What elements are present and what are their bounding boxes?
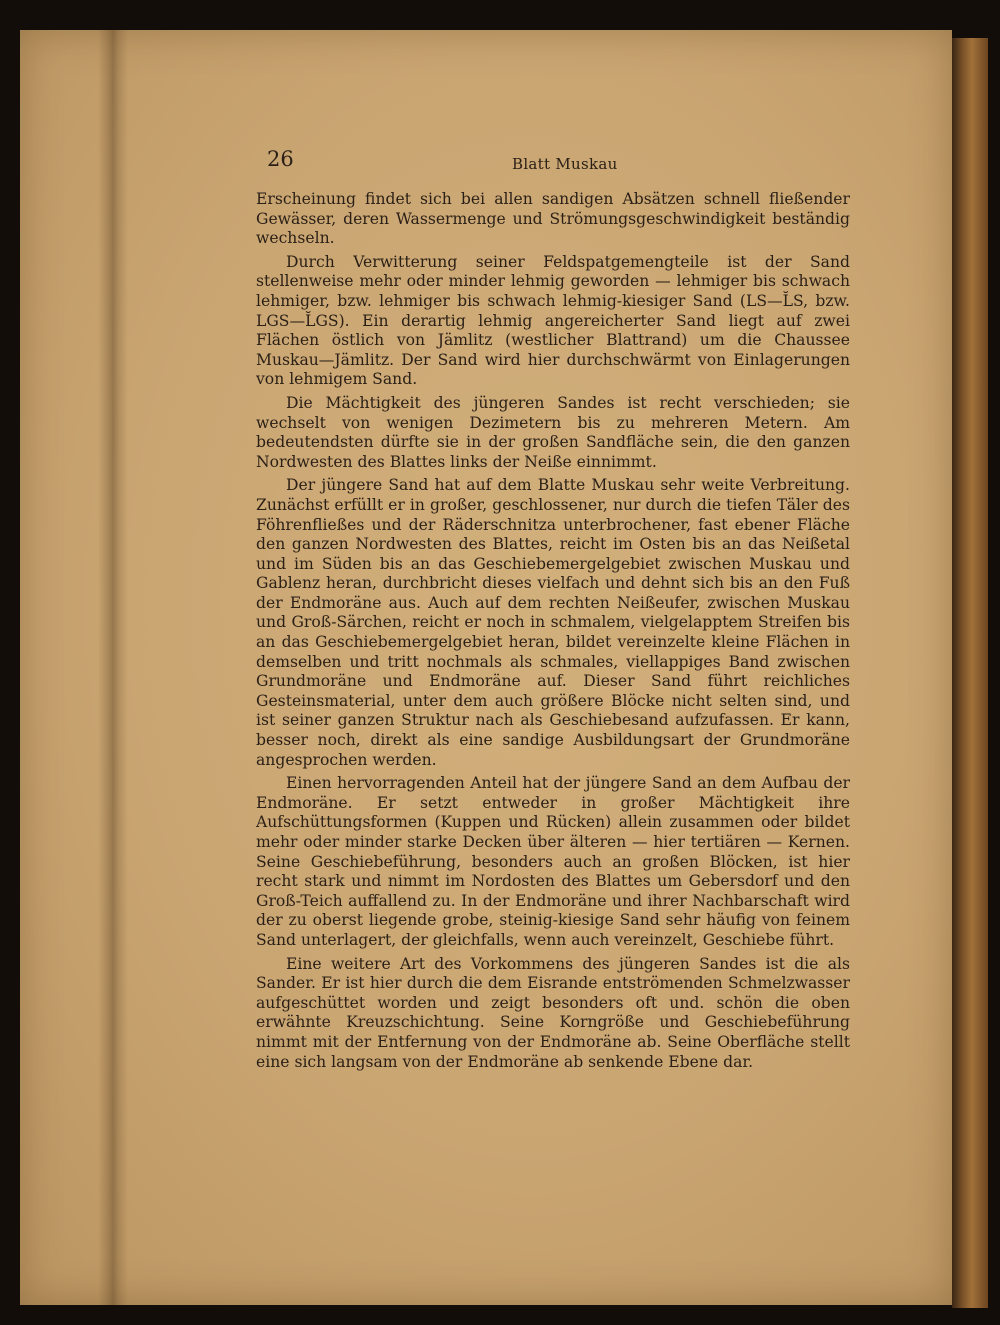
page-edge-strip bbox=[952, 38, 988, 1308]
paragraph-continuation: Erscheinung findet sich bei allen sandigen Absätzen schnell fließender Gewässer, deren Wassermenge und Strömungsgeschwindigkeit beständig wechseln. bbox=[256, 190, 850, 248]
page-number: 26 bbox=[267, 147, 294, 171]
paragraph-sander: Eine weitere Art des Vorkommens des jüngeren Sandes ist die als Sander. Er ist hier durch die dem Eisrande entströmenden Schmelzwasser aufgeschüttet worden und zeigt besonders oft und. schön die oben erwähnte Kreuzschichtung. Seine Korngröße und Geschiebeführung nimmt mit der Entfernung von der Endmoräne ab. Seine Oberfläche stellt eine sich langsam von der Endmoräne ab senkende Ebene dar. bbox=[256, 954, 850, 1071]
running-title: Blatt Muskau bbox=[512, 155, 618, 173]
paragraph-weathering: Durch Verwitterung seiner Feldspatgemengteile ist der Sand stellenweise mehr oder minder lehmig geworden — lehmiger bis schwach lehmiger, bzw. lehmiger bis schwach lehmig-kiesiger Sand (LS—L̆S, bzw. LGS—L̆GS). Ein derartig lehmig angereicherter Sand liegt auf zwei Flächen östlich von Jämlitz (westlicher Blattrand) um die Chaussee Muskau—Jämlitz. Der Sand wird hier durchschwärmt von Einlagerungen von lehmigem Sand. bbox=[256, 252, 850, 389]
paragraph-thickness: Die Mächtigkeit des jüngeren Sandes ist recht verschieden; sie wechselt von wenigen Dezimetern bis zu mehreren Metern. Am bedeutendsten dürfte sie in der großen Sandfläche sein, die den ganzen Nordwesten des Blattes links der Neiße einnimmt. bbox=[256, 393, 850, 471]
paragraph-end-moraine: Einen hervorragenden Anteil hat der jüngere Sand an dem Aufbau der Endmoräne. Er setzt entweder in großer Mächtigkeit ihre Aufschüttungsformen (Kuppen und Rücken) allein zusammen oder bildet mehr oder minder starke Decken über älteren — hier tertiären — Kernen. Seine Geschiebeführung, besonders auch an großen Blöcken, ist hier recht stark und nimmt im Nordosten des Blattes um Gebersdorf und den Groß-Teich auffallend zu. In der Endmoräne und ihrer Nachbarschaft wird der zu oberst liegende grobe, steinig-kiesige Sand sehr häufig von feinem Sand unterlagert, der gleichfalls, wenn auch vereinzelt, Geschiebe führt. bbox=[256, 774, 850, 949]
paragraph-distribution: Der jüngere Sand hat auf dem Blatte Muskau sehr weite Verbreitung. Zunächst erfüllt er in großer, geschlossener, nur durch die tiefen Täler des Föhrenfließes und der Räderschnitza unterbrochener, fast ebener Fläche den ganzen Nordwesten des Blattes, reicht im Osten bis an das Neißetal und im Süden bis an das Geschiebemergelgebiet zwischen Muskau und Gablenz heran, durchbricht dieses vielfach und dehnt sich bis an den Fuß der Endmoräne aus. Auch auf dem rechten Neißeufer, zwischen Muskau und Groß-Särchen, reicht er noch in schmalem, vielgelapptem Streifen bis an das Geschiebemergelgebiet heran, bildet vereinzelte kleine Flächen in demselben und tritt nochmals als schmales, viellappiges Band zwischen Grundmoräne und Endmoräne auf. Dieser Sand führt reichliches Gesteinsmaterial, unter dem auch größere Blöcke nicht selten sind, und ist seiner ganzen Struktur nach als Geschiebesand aufzufassen. Er kann, besser noch, direkt als eine sandige Ausbildungsart der Grundmoräne angesprochen werden. bbox=[256, 476, 850, 769]
page-header bbox=[265, 142, 855, 182]
body-text bbox=[256, 190, 850, 1076]
page-gutter bbox=[98, 30, 128, 1305]
